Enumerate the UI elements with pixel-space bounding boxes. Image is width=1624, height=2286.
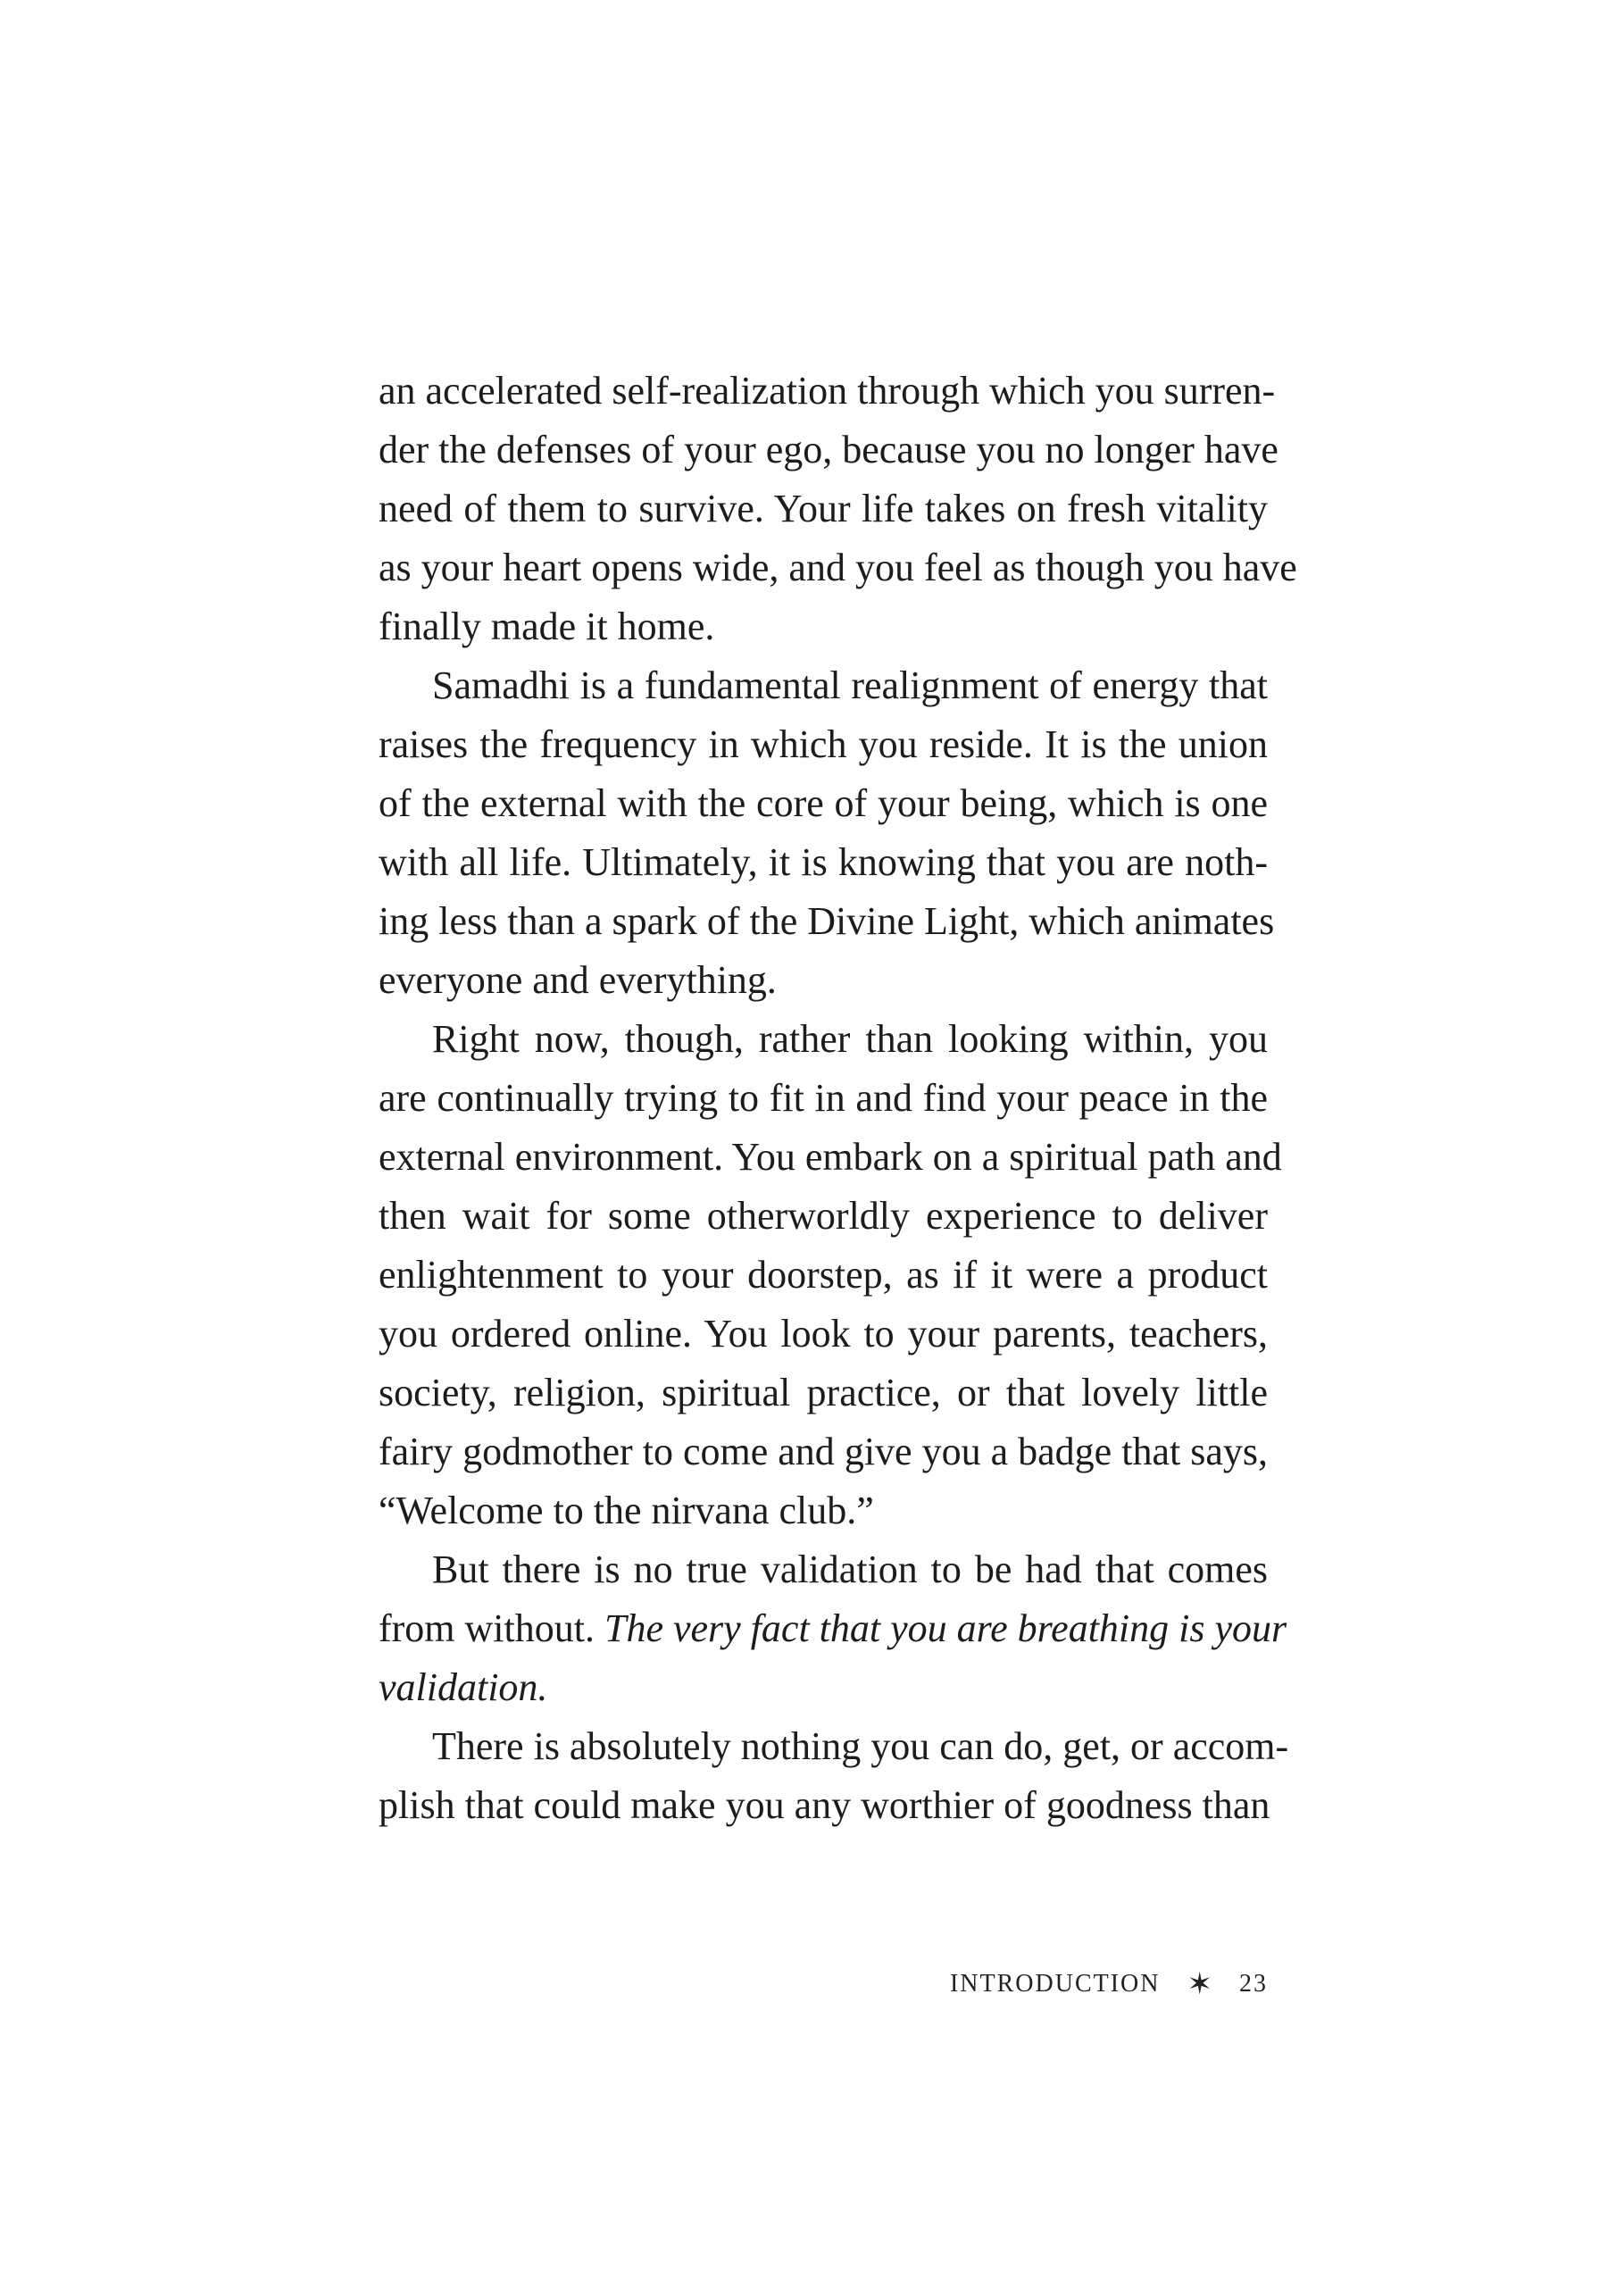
running-footer xyxy=(893,1966,1268,2002)
paragraph-4 xyxy=(379,1540,1287,1717)
text-line: you ordered online. You look to your parents, teachers, xyxy=(379,1312,1268,1356)
text-line: need of them to survive. Your life takes on fresh vitality xyxy=(379,487,1268,530)
page-number: 23 xyxy=(1239,1970,1268,1998)
text-line: then wait for some otherworldly experience to deliver xyxy=(379,1194,1268,1238)
star-separator-icon: ✶ xyxy=(1187,1968,1212,2001)
text-line: raises the frequency in which you reside. It is the union xyxy=(379,722,1268,766)
plain-text: from without. xyxy=(379,1606,604,1650)
text-line: plish that could make you any worthier of goodness than xyxy=(379,1783,1270,1827)
text-line: Samadhi is a fundamental realignment of energy that xyxy=(432,663,1268,707)
text-line: with all life. Ultimately, it is knowing that you are noth- xyxy=(379,840,1268,884)
text-line xyxy=(379,1658,1268,1717)
text-line: fairy godmother to come and give you a badge that says, xyxy=(379,1430,1268,1473)
text-line: of the external with the core of your being, which is one xyxy=(379,781,1268,825)
text-line: enlightenment to your doorstep, as if it were a product xyxy=(379,1253,1268,1297)
paragraph-5 xyxy=(379,1717,1289,1835)
paragraph-1 xyxy=(379,362,1297,656)
text-line: ing less than a spark of the Divine Light, which animates xyxy=(379,899,1275,943)
text-line xyxy=(379,1599,1287,1658)
text-line: external environment. You embark on a spiritual path and xyxy=(379,1135,1282,1179)
text-line: There is absolutely nothing you can do, get, or accom- xyxy=(432,1724,1289,1768)
section-title: INTRODUCTION xyxy=(949,1970,1161,1998)
italic-text: validation. xyxy=(379,1665,548,1709)
text-line: der the defenses of your ego, because you no longer have xyxy=(379,428,1278,471)
text-line: are continually trying to fit in and find your peace in the xyxy=(379,1076,1268,1120)
text-line: Right now, though, rather than looking within, you xyxy=(432,1017,1268,1061)
text-line: “Welcome to the nirvana club.” xyxy=(379,1489,874,1532)
plain-text: But there is no true validation to be had that comes xyxy=(432,1548,1268,1591)
paragraph-2 xyxy=(379,656,1275,1010)
text-line: everyone and everything. xyxy=(379,958,777,1002)
text-line: society, religion, spiritual practice, or that lovely little xyxy=(379,1371,1268,1414)
italic-text: The very fact that you are breathing is your xyxy=(604,1606,1287,1650)
body-text xyxy=(379,362,1297,1835)
text-line: an accelerated self-realization through which you surren- xyxy=(379,369,1276,413)
text-line xyxy=(379,1540,1268,1599)
text-line: finally made it home. xyxy=(379,605,715,648)
paragraph-3 xyxy=(379,1010,1282,1540)
text-line: as your heart opens wide, and you feel as though you have xyxy=(379,546,1297,589)
